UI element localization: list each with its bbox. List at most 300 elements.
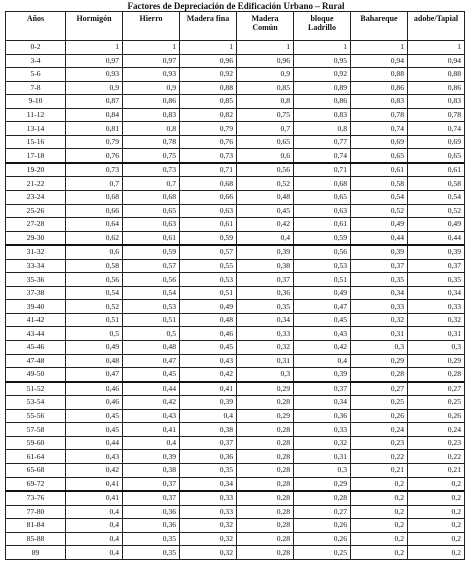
- age-range-cell: 35-36: [6, 273, 66, 287]
- factor-cell: 0,28: [237, 423, 294, 437]
- factor-cell: 0,49: [294, 286, 351, 300]
- table-row: [6, 505, 465, 519]
- factor-cell: 0,58: [66, 259, 123, 273]
- age-range-cell: 81-84: [6, 519, 66, 533]
- factor-cell: 0,36: [180, 450, 237, 464]
- factor-cell: 0,46: [66, 396, 123, 410]
- factor-cell: 0,84: [66, 108, 123, 122]
- table-row: [6, 477, 465, 491]
- factor-cell: 0,48: [123, 341, 180, 355]
- factor-cell: 0,38: [123, 463, 180, 477]
- factor-cell: 0,33: [237, 327, 294, 341]
- age-range-cell: 27-28: [6, 218, 66, 232]
- age-range-cell: 21-22: [6, 177, 66, 191]
- factor-cell: 0,49: [351, 218, 408, 232]
- factor-cell: 0,59: [180, 231, 237, 245]
- factor-cell: 1: [123, 41, 180, 55]
- factor-cell: 0,64: [66, 218, 123, 232]
- table-row: [6, 259, 465, 273]
- factor-cell: 0,35: [123, 546, 180, 560]
- factor-cell: 0,5: [66, 327, 123, 341]
- factor-cell: 0,53: [294, 259, 351, 273]
- factor-cell: 0,35: [351, 273, 408, 287]
- age-range-cell: 15-16: [6, 135, 66, 149]
- factor-cell: 0,73: [66, 163, 123, 177]
- age-range-cell: 73-76: [6, 491, 66, 505]
- factor-cell: 0,51: [123, 313, 180, 327]
- factor-cell: 0,34: [237, 313, 294, 327]
- factor-cell: 0,85: [237, 81, 294, 95]
- factor-cell: 0,32: [351, 313, 408, 327]
- age-range-cell: 9-10: [6, 95, 66, 109]
- table-row: [6, 245, 465, 259]
- age-range-cell: 69-72: [6, 477, 66, 491]
- age-range-cell: 57-58: [6, 423, 66, 437]
- age-range-cell: 49-50: [6, 368, 66, 382]
- factor-cell: 0,21: [351, 463, 408, 477]
- table-row: [6, 409, 465, 423]
- factor-cell: 0,47: [123, 354, 180, 368]
- factor-cell: 0,6: [66, 245, 123, 259]
- factor-cell: 0,41: [180, 382, 237, 396]
- factor-cell: 0,45: [66, 423, 123, 437]
- factor-cell: 0,58: [351, 177, 408, 191]
- factor-cell: 0,65: [237, 135, 294, 149]
- table-row: [6, 177, 465, 191]
- table-row: [6, 286, 465, 300]
- factor-cell: 0,45: [294, 313, 351, 327]
- age-range-cell: 13-14: [6, 122, 66, 136]
- factor-cell: 0,56: [66, 273, 123, 287]
- table-row: [6, 54, 465, 68]
- table-row: [6, 532, 465, 546]
- factor-cell: 0,57: [123, 259, 180, 273]
- age-range-cell: 65-68: [6, 463, 66, 477]
- factor-cell: 0,66: [66, 204, 123, 218]
- factor-cell: 0,52: [66, 300, 123, 314]
- factor-cell: 0,26: [294, 532, 351, 546]
- table-row: [6, 108, 465, 122]
- factor-cell: 0,37: [180, 436, 237, 450]
- factor-cell: 0,31: [351, 327, 408, 341]
- table-title: Factores de Depreciación de Edificación Urbano – Rural: [127, 1, 345, 11]
- age-range-cell: 43-44: [6, 327, 66, 341]
- factor-cell: 0,83: [351, 95, 408, 109]
- factor-cell: 0,33: [294, 423, 351, 437]
- age-range-cell: 23-24: [6, 191, 66, 205]
- factor-cell: 0,66: [180, 191, 237, 205]
- factor-cell: 0,45: [237, 204, 294, 218]
- factor-cell: 0,85: [180, 95, 237, 109]
- factor-cell: 0,4: [294, 354, 351, 368]
- factor-cell: 0,32: [294, 436, 351, 450]
- factor-cell: 0,34: [351, 286, 408, 300]
- factor-cell: 0,25: [351, 396, 408, 410]
- header-row: [6, 12, 465, 41]
- factor-cell: 0,48: [180, 313, 237, 327]
- factor-cell: 0,42: [294, 341, 351, 355]
- factor-cell: 0,76: [180, 135, 237, 149]
- factor-cell: 1: [351, 41, 408, 55]
- age-range-cell: 17-18: [6, 149, 66, 163]
- factor-cell: 0,2: [351, 477, 408, 491]
- factor-cell: 0,48: [66, 354, 123, 368]
- factor-cell: 0,51: [294, 273, 351, 287]
- age-range-cell: 85-88: [6, 532, 66, 546]
- factor-cell: 0,35: [237, 300, 294, 314]
- factor-cell: 0,4: [66, 532, 123, 546]
- age-range-cell: 5-6: [6, 68, 66, 82]
- age-range-cell: 37-38: [6, 286, 66, 300]
- factor-cell: 0,94: [408, 54, 465, 68]
- table-row: [6, 491, 465, 505]
- factor-cell: 0,29: [237, 382, 294, 396]
- table-row: [6, 546, 465, 560]
- table-row: [6, 450, 465, 464]
- factor-cell: 0,31: [294, 450, 351, 464]
- factor-cell: 0,93: [123, 68, 180, 82]
- age-range-cell: 89: [6, 546, 66, 560]
- factor-cell: 0,56: [294, 245, 351, 259]
- factor-cell: 0,4: [237, 231, 294, 245]
- table-row: [6, 149, 465, 163]
- factor-cell: 0,7: [237, 122, 294, 136]
- factor-cell: 0,61: [123, 231, 180, 245]
- factor-cell: 0,28: [237, 396, 294, 410]
- factor-cell: 0,31: [237, 354, 294, 368]
- factor-cell: 0,41: [123, 423, 180, 437]
- factor-cell: 0,71: [294, 163, 351, 177]
- age-range-cell: 3-4: [6, 54, 66, 68]
- factor-cell: 0,27: [294, 505, 351, 519]
- factor-cell: 0,36: [294, 409, 351, 423]
- factor-cell: 0,63: [180, 204, 237, 218]
- factor-cell: 0,52: [351, 204, 408, 218]
- table-row: [6, 423, 465, 437]
- age-range-cell: 45-46: [6, 341, 66, 355]
- table-row: [6, 368, 465, 382]
- table-row: [6, 436, 465, 450]
- factor-cell: 0,81: [66, 122, 123, 136]
- table-row: [6, 382, 465, 396]
- age-range-cell: 19-20: [6, 163, 66, 177]
- factor-cell: 0,28: [237, 436, 294, 450]
- factor-cell: 0,2: [351, 532, 408, 546]
- factor-cell: 0,79: [66, 135, 123, 149]
- factor-cell: 0,7: [66, 177, 123, 191]
- factor-cell: 0,26: [351, 409, 408, 423]
- factor-cell: 0,2: [408, 532, 465, 546]
- factor-cell: 1: [180, 41, 237, 55]
- factor-cell: 0,44: [351, 231, 408, 245]
- factor-cell: 0,32: [237, 341, 294, 355]
- factor-cell: 0,33: [408, 300, 465, 314]
- factor-cell: 0,2: [351, 546, 408, 560]
- factor-cell: 0,54: [351, 191, 408, 205]
- factor-cell: 0,65: [351, 149, 408, 163]
- factor-cell: 0,63: [123, 218, 180, 232]
- factor-cell: 0,26: [294, 519, 351, 533]
- table-row: [6, 327, 465, 341]
- factor-cell: 0,54: [66, 286, 123, 300]
- table-row: [6, 68, 465, 82]
- table-row: [6, 273, 465, 287]
- factor-cell: 0,52: [237, 177, 294, 191]
- factor-cell: 0,28: [237, 477, 294, 491]
- age-range-cell: 51-52: [6, 382, 66, 396]
- factor-cell: 0,83: [123, 108, 180, 122]
- factor-cell: 0,31: [408, 327, 465, 341]
- factor-cell: 1: [294, 41, 351, 55]
- factor-cell: 0,53: [180, 273, 237, 287]
- factor-cell: 0,37: [408, 259, 465, 273]
- factor-cell: 0,2: [408, 491, 465, 505]
- age-range-cell: 25-26: [6, 204, 66, 218]
- factor-cell: 0,44: [123, 382, 180, 396]
- factor-cell: 0,4: [66, 505, 123, 519]
- age-range-cell: 7-8: [6, 81, 66, 95]
- header-madera-fina: Madera fina: [180, 12, 237, 41]
- age-range-cell: 33-34: [6, 259, 66, 273]
- factor-cell: 0,78: [408, 108, 465, 122]
- factor-cell: 0,37: [237, 273, 294, 287]
- age-range-cell: 39-40: [6, 300, 66, 314]
- factor-cell: 0,88: [180, 81, 237, 95]
- table-row: [6, 191, 465, 205]
- factor-cell: 0,74: [351, 122, 408, 136]
- factor-cell: 0,2: [351, 491, 408, 505]
- factor-cell: 0,28: [237, 505, 294, 519]
- factor-cell: 0,45: [123, 368, 180, 382]
- factor-cell: 0,27: [351, 382, 408, 396]
- table-row: [6, 300, 465, 314]
- factor-cell: 0,46: [180, 327, 237, 341]
- factor-cell: 0,61: [180, 218, 237, 232]
- factor-cell: 0,61: [351, 163, 408, 177]
- factor-cell: 0,92: [180, 68, 237, 82]
- factor-cell: 0,28: [294, 491, 351, 505]
- factor-cell: 0,65: [123, 204, 180, 218]
- header-bloque-ladrillo: bloque Ladrillo: [294, 12, 351, 41]
- depreciation-table: [5, 11, 465, 560]
- factor-cell: 0,3: [237, 368, 294, 382]
- factor-cell: 0,32: [180, 519, 237, 533]
- factor-cell: 0,44: [66, 436, 123, 450]
- factor-cell: 0,77: [294, 135, 351, 149]
- factor-cell: 0,69: [351, 135, 408, 149]
- factor-cell: 0,28: [237, 546, 294, 560]
- factor-cell: 0,52: [408, 204, 465, 218]
- table-row: [6, 354, 465, 368]
- factor-cell: 0,96: [237, 54, 294, 68]
- factor-cell: 0,9: [123, 81, 180, 95]
- factor-cell: 0,2: [408, 505, 465, 519]
- factor-cell: 1: [237, 41, 294, 55]
- factor-cell: 0,78: [123, 135, 180, 149]
- factor-cell: 0,44: [408, 231, 465, 245]
- factor-cell: 0,73: [123, 163, 180, 177]
- factor-cell: 0,68: [180, 177, 237, 191]
- factor-cell: 0,78: [351, 108, 408, 122]
- table-row: [6, 218, 465, 232]
- table-row: [6, 396, 465, 410]
- factor-cell: 0,83: [408, 95, 465, 109]
- table-row: [6, 41, 465, 55]
- factor-cell: 0,28: [237, 450, 294, 464]
- factor-cell: 0,35: [408, 273, 465, 287]
- factor-cell: 1: [408, 41, 465, 55]
- factor-cell: 0,92: [294, 68, 351, 82]
- factor-cell: 0,71: [180, 163, 237, 177]
- factor-cell: 0,79: [180, 122, 237, 136]
- factor-cell: 0,33: [180, 491, 237, 505]
- factor-cell: 0,36: [123, 505, 180, 519]
- factor-cell: 0,21: [408, 463, 465, 477]
- factor-cell: 0,86: [294, 95, 351, 109]
- factor-cell: 0,2: [408, 546, 465, 560]
- factor-cell: 0,61: [294, 218, 351, 232]
- table-row: [6, 204, 465, 218]
- factor-cell: 0,65: [408, 149, 465, 163]
- factor-cell: 0,37: [123, 477, 180, 491]
- table-row: [6, 122, 465, 136]
- factor-cell: 0,28: [237, 532, 294, 546]
- age-range-cell: 53-54: [6, 396, 66, 410]
- factor-cell: 0,27: [408, 382, 465, 396]
- factor-cell: 0,28: [237, 491, 294, 505]
- table-row: [6, 81, 465, 95]
- factor-cell: 0,96: [180, 54, 237, 68]
- factor-cell: 0,2: [408, 519, 465, 533]
- factor-cell: 0,43: [66, 450, 123, 464]
- factor-cell: 0,45: [66, 409, 123, 423]
- factor-cell: 0,83: [294, 108, 351, 122]
- factor-cell: 0,37: [294, 382, 351, 396]
- factor-cell: 0,28: [408, 368, 465, 382]
- factor-cell: 0,35: [180, 463, 237, 477]
- factor-cell: 0,76: [66, 149, 123, 163]
- factor-cell: 0,58: [408, 177, 465, 191]
- age-range-cell: 47-48: [6, 354, 66, 368]
- factor-cell: 0,42: [66, 463, 123, 477]
- factor-cell: 0,39: [294, 368, 351, 382]
- factor-cell: 0,4: [123, 436, 180, 450]
- factor-cell: 0,42: [123, 396, 180, 410]
- table-row: [6, 313, 465, 327]
- factor-cell: 0,4: [66, 519, 123, 533]
- factor-cell: 0,7: [123, 177, 180, 191]
- factor-cell: 0,6: [237, 149, 294, 163]
- factor-cell: 0,86: [123, 95, 180, 109]
- factor-cell: 0,63: [294, 204, 351, 218]
- factor-cell: 0,53: [123, 300, 180, 314]
- factor-cell: 0,3: [294, 463, 351, 477]
- factor-cell: 0,38: [237, 259, 294, 273]
- age-range-cell: 41-42: [6, 313, 66, 327]
- factor-cell: 0,22: [408, 450, 465, 464]
- age-range-cell: 11-12: [6, 108, 66, 122]
- table-row: [6, 463, 465, 477]
- age-range-cell: 61-64: [6, 450, 66, 464]
- factor-cell: 0,75: [237, 108, 294, 122]
- factor-cell: 0,75: [123, 149, 180, 163]
- factor-cell: 0,39: [351, 245, 408, 259]
- factor-cell: 0,48: [237, 191, 294, 205]
- factor-cell: 0,43: [294, 327, 351, 341]
- factor-cell: 0,36: [237, 286, 294, 300]
- factor-cell: 0,54: [123, 286, 180, 300]
- factor-cell: 0,59: [294, 231, 351, 245]
- factor-cell: 0,4: [66, 546, 123, 560]
- factor-cell: 0,4: [180, 409, 237, 423]
- factor-cell: 0,88: [351, 68, 408, 82]
- factor-cell: 0,42: [180, 368, 237, 382]
- factor-cell: 0,61: [408, 163, 465, 177]
- header-years: Años: [6, 12, 66, 41]
- factor-cell: 0,29: [408, 354, 465, 368]
- factor-cell: 0,86: [351, 81, 408, 95]
- factor-cell: 0,8: [294, 122, 351, 136]
- factor-cell: 0,74: [294, 149, 351, 163]
- factor-cell: 0,41: [66, 491, 123, 505]
- table-row: [6, 135, 465, 149]
- factor-cell: 0,47: [294, 300, 351, 314]
- factor-cell: 0,42: [237, 218, 294, 232]
- factor-cell: 0,29: [351, 354, 408, 368]
- factor-cell: 0,24: [408, 423, 465, 437]
- factor-cell: 0,28: [237, 519, 294, 533]
- factor-cell: 0,2: [351, 505, 408, 519]
- factor-cell: 0,36: [123, 519, 180, 533]
- factor-cell: 0,68: [66, 191, 123, 205]
- factor-cell: 0,34: [294, 396, 351, 410]
- factor-cell: 0,32: [180, 532, 237, 546]
- factor-cell: 0,69: [408, 135, 465, 149]
- factor-cell: 0,82: [180, 108, 237, 122]
- table-row: [6, 231, 465, 245]
- factor-cell: 0,74: [408, 122, 465, 136]
- factor-cell: 0,54: [408, 191, 465, 205]
- factor-cell: 0,25: [408, 396, 465, 410]
- factor-cell: 0,97: [66, 54, 123, 68]
- factor-cell: 0,73: [180, 149, 237, 163]
- header-hierro: Hierro: [123, 12, 180, 41]
- factor-cell: 0,23: [408, 436, 465, 450]
- table-row: [6, 519, 465, 533]
- factor-cell: 0,45: [180, 341, 237, 355]
- factor-cell: 0,65: [294, 191, 351, 205]
- factor-cell: 0,2: [408, 477, 465, 491]
- factor-cell: 0,49: [66, 341, 123, 355]
- factor-cell: 0,43: [180, 354, 237, 368]
- factor-cell: 0,37: [123, 491, 180, 505]
- factor-cell: 0,25: [294, 546, 351, 560]
- table-row: [6, 341, 465, 355]
- factor-cell: 0,8: [237, 95, 294, 109]
- factor-cell: 0,41: [66, 477, 123, 491]
- factor-cell: 0,49: [408, 218, 465, 232]
- factor-cell: 0,95: [294, 54, 351, 68]
- factor-cell: 0,89: [294, 81, 351, 95]
- header-adobe-tapial: adobe/Tapial: [408, 12, 465, 41]
- factor-cell: 0,97: [123, 54, 180, 68]
- factor-cell: 0,22: [351, 450, 408, 464]
- factor-cell: 0,56: [123, 273, 180, 287]
- factor-cell: 0,57: [180, 245, 237, 259]
- factor-cell: 0,23: [351, 436, 408, 450]
- factor-cell: 0,32: [408, 313, 465, 327]
- factor-cell: 0,39: [180, 396, 237, 410]
